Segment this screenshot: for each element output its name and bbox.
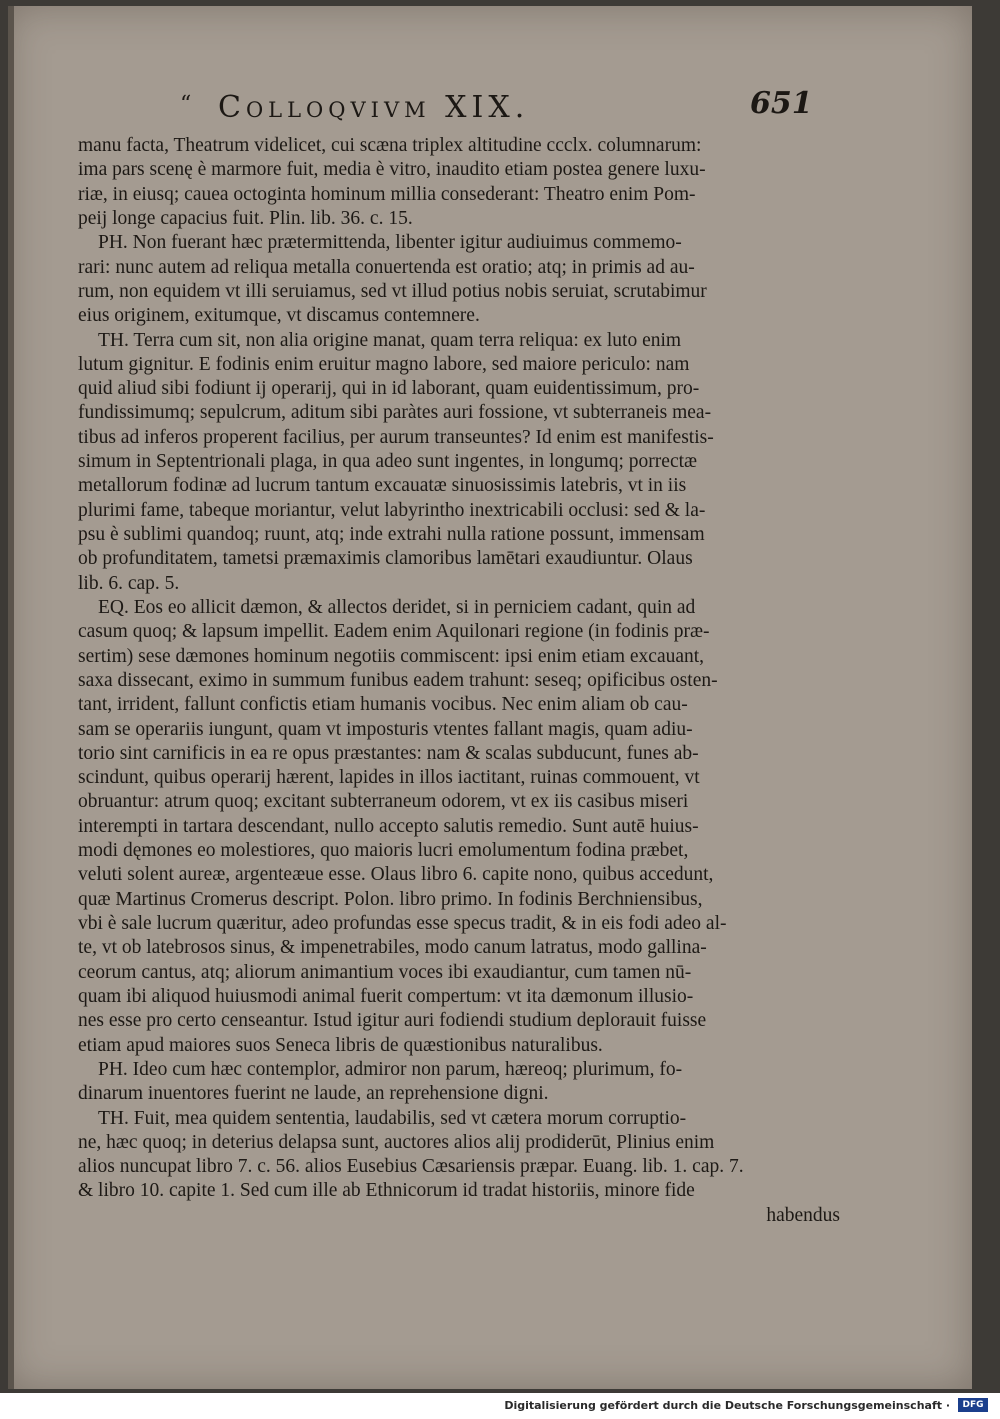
text-line: simum in Septentrionali plaga, in qua adeo sunt ingentes, in longumq; porrectæ <box>78 451 698 473</box>
text-line: psu è sublimi quandoq; ruunt, atq; inde extrahi nulla ratione possunt, immensam <box>78 524 705 545</box>
text-line: etiam apud maiores suos Seneca libris de quæstionibus naturalibus. <box>78 1034 603 1056</box>
text-line: vbi è sale lucrum quæritur, adeo profundas esse specus tradit, & in eis fodi adeo al- <box>78 913 727 934</box>
book-page <box>8 6 972 1389</box>
text-line: lib. 6. cap. 5. <box>78 572 180 594</box>
text-line: nes esse pro certo censeantur. Istud igitur auri fodiendi studium deplorauit fuisse <box>78 1010 707 1032</box>
header-mark: “ <box>180 92 192 117</box>
text-line: sertim) sese dæmones hominum negotiis commiscent: ipsi enim etiam excauant, <box>78 645 705 667</box>
text-block <box>78 134 840 1228</box>
text-line: quid aliud sibi fodiunt ij operarij, qui in id laborant, quam euidentissimum, pro- <box>78 378 700 400</box>
text-line: scindunt, quibus operarij hærent, lapides in illos iactitant, ruinas commouent, vt <box>78 767 700 789</box>
text-line: modi dęmones eo molestiores, quo maioris lucri emolumentum fodina præbet, <box>78 840 689 862</box>
text-line: ceorum cantus, atq; aliorum animantium voces ibi exaudiantur, cum tamen nū- <box>78 961 692 983</box>
text-line: eius originem, exitumque, vt discamus contemnere. <box>78 305 480 327</box>
text-line: TH. Fuit, mea quidem sententia, laudabilis, sed vt cætera morum corruptio- <box>98 1107 687 1129</box>
text-line: te, vt ob latebrosos sinus, & impenetrabiles, modo canum latratus, modo gallina- <box>78 937 707 959</box>
text-line: ima pars scenę è marmore fuit, media è vitro, inaudito etiam postea genere luxu- <box>78 159 706 181</box>
text-line: PH. Non fuerant hæc prætermittenda, libenter igitur audiuimus commemo- <box>98 232 682 254</box>
text-line: dinarum inuentores fuerint ne laude, an reprehensione digni. <box>78 1083 549 1105</box>
text-line: habendus <box>766 1204 840 1226</box>
text-line: quam ibi aliquod huiusmodi animal fuerit compertum: vt ita dæmonum illusio- <box>78 985 694 1007</box>
text-line: torio sint carnificis in ea re opus præstantes: nam & scalas subducunt, funes ab- <box>78 742 699 764</box>
funding-credit: Digitalisierung gefördert durch die Deutsche Forschungsgemeinschaft · <box>504 1399 950 1412</box>
text-line: alios nuncupat libro 7. c. 56. alios Eusebius Cæsariensis præpar. Euang. lib. 1. cap. 7. <box>78 1156 744 1178</box>
text-line: PH. Ideo cum hæc contemplor, admiror non parum, hæreoq; plurimum, fo- <box>98 1058 683 1080</box>
text-line: rum, non equidem vt illi seruiamus, sed vt illud potius nobis seruiat, scrutabimur <box>78 280 707 302</box>
text-line: manu facta, Theatrum videlicet, cui scæna triplex altitudine ccclx. columnarum: <box>78 135 702 156</box>
text-line: ob profunditatem, tametsi præmaximis clamoribus lamētari exaudiuntur. Olaus <box>78 548 693 570</box>
text-line: tant, irrident, fallunt confictis etiam humanis vocibus. Nec enim aliam ob cau- <box>78 694 688 716</box>
text-line: interempti in tartara descendant, nullo accepto salutis remedio. Sunt autē huius- <box>78 815 699 837</box>
text-line: obruantur: atrum quoq; excitant subterraneum odorem, vt ex iis casibus miseri <box>78 791 689 813</box>
text-line: veluti solent aureæ, argenteæue esse. Olaus libro 6. capite nono, quibus accedunt, <box>78 864 714 886</box>
dfg-logo: DFG <box>958 1398 988 1412</box>
text-line: TH. Terra cum sit, non alia origine manat, quam terra reliqua: ex luto enim <box>98 329 682 351</box>
text-line: riæ, in eiusq; cauea octoginta hominum millia consederant: Theatro enim Pom- <box>78 183 696 205</box>
text-line: saxa dissecant, eximo in summum funibus eadem trahunt: seseq; opificibus osten- <box>78 669 718 691</box>
text-line: ne, hæc quoq; in deterius delapsa sunt, auctores alios alij prodiderūt, Plinius enim <box>78 1131 715 1153</box>
text-line: plurimi fame, tabeque moriantur, velut labyrintho inextricabili occlusi: sed & la- <box>78 499 706 521</box>
text-line: peij longe capacius fuit. Plin. lib. 36. c. 15. <box>78 207 413 229</box>
page-header <box>8 86 972 136</box>
page-number: 651 <box>750 86 813 121</box>
running-head: Colloqvivm XIX. <box>218 90 530 125</box>
footer-bar <box>0 1393 1000 1419</box>
text-line: fundissimumq; sepulcrum, aditum sibi paràtes auri fossione, vt subterraneis mea- <box>78 402 712 424</box>
text-line: rari: nunc autem ad reliqua metalla conuertenda est oratio; atq; in primis ad au- <box>78 256 695 278</box>
text-line: tibus ad inferos properent facilius, per aurum transeuntes? Id enim est manifestis- <box>78 426 714 448</box>
text-line: metallorum fodinæ ad lucrum tantum excauatæ sinuosissimis latebris, vt in iis <box>78 475 687 497</box>
text-line: lutum gignitur. E fodinis enim eruitur magno labore, sed maiore periculo: nam <box>78 353 690 375</box>
page-edge <box>8 6 14 1389</box>
text-line: EQ. Eos eo allicit dæmon, & allectos deridet, si in perniciem cadant, quin ad <box>98 596 696 618</box>
text-line: casum quoq; & lapsum impellit. Eadem enim Aquilonari regione (in fodinis præ- <box>78 621 710 643</box>
text-line: & libro 10. capite 1. Sed cum ille ab Ethnicorum id tradat historiis, minore fide <box>78 1180 695 1202</box>
text-line: quæ Martinus Cromerus descript. Polon. libro primo. In fodinis Berchniensibus, <box>78 888 703 910</box>
text-line: sam se operariis iungunt, quam vt imposturis vtentes fallant magis, quam adiu- <box>78 718 693 740</box>
